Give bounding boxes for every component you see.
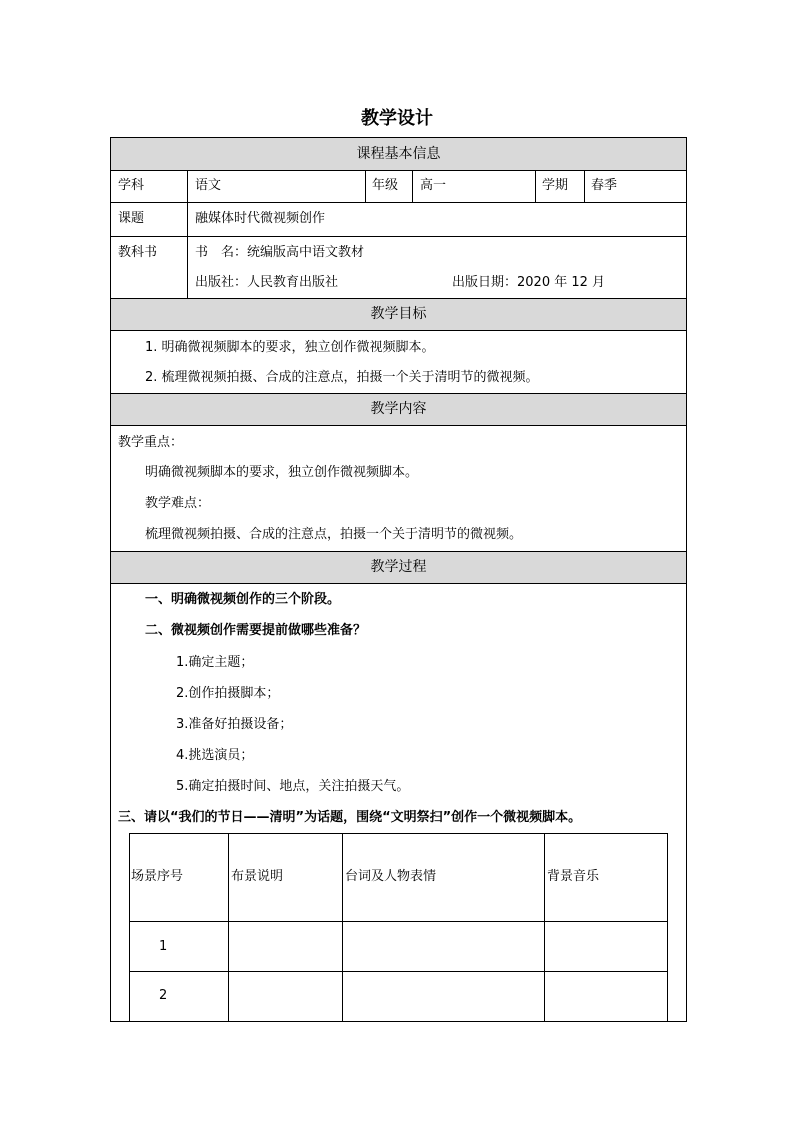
topic-label: 课题 <box>118 211 145 226</box>
column-divider <box>365 170 366 202</box>
row-divider <box>110 551 687 552</box>
row-divider <box>110 425 687 426</box>
script-row-divider <box>129 921 668 922</box>
process-step-3: 三、请以“我们的节日——清明”为话题，围绕“文明祭扫”创作一个微视频脚本。 <box>118 810 582 825</box>
prep-item: 1.确定主题； <box>176 655 254 670</box>
goal-item: 1. 明确微视频脚本的要求，独立创作微视频脚本。 <box>145 340 435 355</box>
script-header-lines: 台词及人物表情 <box>345 869 437 884</box>
process-step-1: 一、明确微视频创作的三个阶段。 <box>145 592 341 607</box>
process-step-2: 二、微视频创作需要提前做哪些准备？ <box>145 623 367 638</box>
goal-item: 2. 梳理微视频拍摄、合成的注意点，拍摄一个关于清明节的微视频。 <box>145 370 539 385</box>
textbook-label: 教科书 <box>118 245 158 260</box>
prep-item: 3.准备好拍摄设备； <box>176 717 293 732</box>
difficulty-label: 教学难点： <box>145 496 211 511</box>
row-divider <box>110 170 687 171</box>
book-name: 书 名：统编版高中语文教材 <box>195 245 365 260</box>
grade-label: 年级 <box>372 178 399 193</box>
row-divider <box>110 583 687 584</box>
section-header-goals: 教学目标 <box>111 299 686 330</box>
column-divider <box>535 170 536 202</box>
script-column-divider <box>544 833 545 1022</box>
difficulty-text: 梳理微视频拍摄、合成的注意点，拍摄一个关于清明节的微视频。 <box>145 527 523 542</box>
script-header-set: 布景说明 <box>231 869 284 884</box>
column-divider <box>187 170 188 298</box>
script-row-number: 1 <box>159 939 168 954</box>
script-row-number: 2 <box>159 988 168 1003</box>
column-divider <box>412 170 413 202</box>
term-label: 学期 <box>542 178 569 193</box>
document-title: 教学设计 <box>361 108 433 129</box>
key-point-label: 教学重点： <box>118 435 184 450</box>
publisher: 出版社：人民教育出版社 <box>195 275 339 290</box>
script-column-divider <box>228 833 229 1022</box>
script-column-divider <box>342 833 343 1022</box>
script-header-music: 背景音乐 <box>547 869 600 884</box>
row-divider <box>110 236 687 237</box>
column-divider <box>584 170 585 202</box>
section-header-content: 教学内容 <box>111 394 686 425</box>
row-divider <box>110 298 687 299</box>
script-table <box>129 833 668 1022</box>
topic-value: 融媒体时代微视频创作 <box>195 211 326 226</box>
grade-value: 高一 <box>420 178 447 193</box>
section-header-process: 教学过程 <box>111 552 686 583</box>
script-row-divider <box>129 971 668 972</box>
publish-date: 出版日期：2020 年 12 月 <box>452 275 606 290</box>
prep-item: 5.确定拍摄时间、地点，关注拍摄天气。 <box>176 779 410 794</box>
key-point-text: 明确微视频脚本的要求，独立创作微视频脚本。 <box>145 465 419 480</box>
row-divider <box>110 202 687 203</box>
subject-label: 学科 <box>118 178 145 193</box>
script-header-scene: 场景序号 <box>131 869 184 884</box>
section-header-basic-info: 课程基本信息 <box>111 138 686 170</box>
subject-value: 语文 <box>195 178 222 193</box>
term-value: 春季 <box>591 178 618 193</box>
prep-item: 4.挑选演员； <box>176 748 254 763</box>
prep-item: 2.创作拍摄脚本； <box>176 686 280 701</box>
row-divider <box>110 330 687 331</box>
row-divider <box>110 393 687 394</box>
